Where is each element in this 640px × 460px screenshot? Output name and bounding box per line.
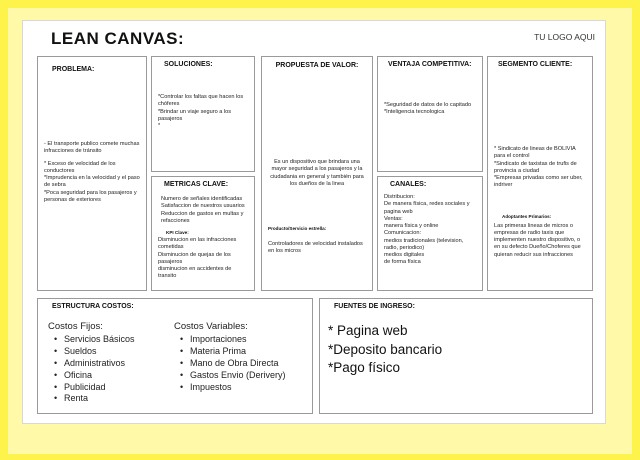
ventaja-heading: VENTAJA COMPETITIVA: [388,61,472,68]
list-item: * Exceso de velocidad de los conductores [44,160,116,174]
list-item: *Imprudencia en la velocidad y el paso de sebra [44,175,140,189]
list-item: *Deposito bancario [328,341,443,357]
list-item: * [158,123,161,130]
list-item: • Materia Prima [174,346,312,358]
list-item: • Impuestos [174,382,312,394]
canvas-page [22,20,606,424]
propuesta-box [261,56,373,291]
product-label: Producto/Servicio estrella: [268,226,327,232]
segmento-list [494,146,586,190]
list-item: medios tradicionales (television, radio, periodico) [384,237,464,251]
list-item: • Administrativos [48,358,168,370]
list-item: de forma física [384,259,421,266]
ingresos-box [319,298,593,414]
segmento-heading: SEGMENTO CLIENTE: [498,61,573,68]
list-item: *Inteligencia tecnologica [384,109,445,116]
list-item: medios digitales [384,252,425,259]
problema-list [44,141,140,204]
list-item: Distribucion: [384,194,415,200]
costos-box [37,298,313,414]
costos-heading: ESTRUCTURA COSTOS: [52,303,134,310]
page-title: LEAN CANVAS: [51,29,185,48]
soluciones-heading: SOLUCIONES: [164,61,213,68]
list-item: *Sindicato de taxistas de trufis de provincia a ciudad [494,160,577,174]
costos-variables-list [174,334,312,393]
costos-fijos-list [48,334,168,405]
list-item: Disminucion en las infracciones cometidas [158,237,237,251]
kpi-label: KPI Clave: [166,230,189,236]
logo-placeholder: TU LOGO AQUI [534,32,595,42]
list-item: • Importaciones [174,334,312,346]
list-item: *Empresas privadas como ser uber, indriver [494,175,583,189]
list-item: • Oficina [48,370,168,382]
list-item: • Servicios Básicos [48,334,168,346]
list-item: Disminucion de quejas de los pasajeros [158,251,231,265]
list-item: • Gastos Envio (Derivery) [174,370,312,382]
list-item: De manera física, redes sociales y pagina web [384,201,470,215]
kpi-list [158,237,248,281]
costos-variables [174,321,312,393]
list-item: Reduccion de gastos en multas y refacciones [161,210,244,224]
canales-heading: CANALES: [390,181,427,188]
early-adopters-text: Las primeras lineas de micros o empresas de radio taxis que implementen nuestro dispositivo, o en su defecto Dueño/Choferes que quieran reducir sus infracciones [494,222,581,258]
soluciones-box [151,56,255,172]
list-item: manera física y online [384,223,439,230]
product-text: Controladores de velocidad instalados en los micros [268,241,363,255]
list-item: disminucion en accidentes de transito [158,266,232,280]
canales-list [384,194,476,267]
canales-box [377,176,483,291]
soluciones-list [158,94,248,130]
ventaja-list [384,102,476,117]
costos-variables-label: Costos Variables: [174,321,248,332]
list-item: *Controlar los faltas que hacen los chóferes [158,94,244,108]
list-item: *Brindar un viaje seguro a los pasajeros [158,108,232,122]
metricas-list [161,196,248,225]
ventaja-box [377,56,483,172]
list-item: *Pago físico [328,360,401,376]
list-item: • Mano de Obra Directa [174,358,312,370]
problema-heading: PROBLEMA: [52,66,95,73]
list-item: Numero de señales identificadas [161,196,243,202]
list-item: *Seguridad de datos de lo capitado [384,102,472,108]
propuesta-text: Es un dispositivo que brindara una mayor seguridad a los pasajeros y la ciudadania en general y también para los dueños de la linea [270,159,364,187]
costos-fijos-label: Costos Fijos: [48,321,103,332]
list-item: - El transporte publico comete muchas infracciones de tránsito [44,141,140,155]
metricas-box [151,176,255,291]
list-item: • Renta [48,393,168,405]
costos-fijos [48,321,168,405]
segmento-box [487,56,593,291]
metricas-heading: METRICAS CLAVE: [164,181,229,188]
list-item: *Poca seguridad para los pasajeros y personas de exteriores [44,189,137,203]
list-item: * Sindicato de lineas de BOLIVIA para el control [494,146,576,160]
list-item: Satisfaccion de nuestros usuarios [161,203,245,210]
ingresos-heading: FUENTES DE INGRESO: [334,303,415,310]
list-item: Comunicacion: [384,230,421,237]
problema-box [37,56,147,291]
list-item: • Publicidad [48,382,168,394]
ingresos-list [328,322,586,378]
list-item: Ventas: [384,215,403,222]
list-item: • Sueldos [48,346,168,358]
propuesta-heading: PROPUESTA DE VALOR: [275,62,359,69]
list-item: * Pagina web [328,323,408,338]
early-adopters-label: Adoptantes Primarios: [502,213,552,219]
